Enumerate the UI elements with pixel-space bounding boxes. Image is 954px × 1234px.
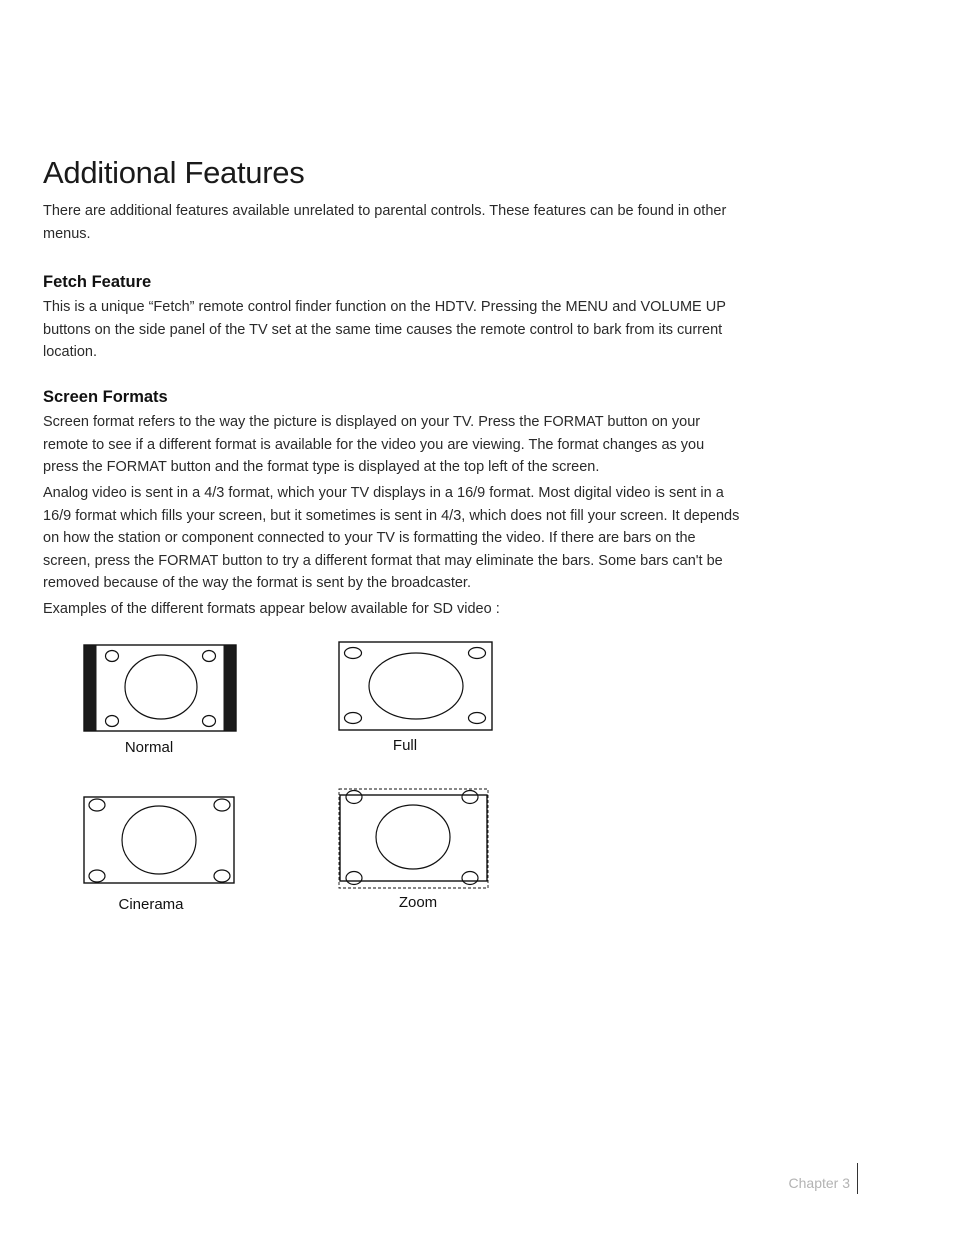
page-title: Additional Features [43,155,305,190]
fetch-feature-paragraph: This is a unique “Fetch” remote control finder function on the HDTV. Pressing the MENU and VOLUME UP buttons on the side panel of the TV set at the same time causes the remote control to bark from its current location. [43,299,726,360]
right-black-bar [224,646,236,731]
screen-formats-heading: Screen Formats [43,388,168,406]
footer-divider [857,1163,858,1194]
format-label-normal: Normal [124,739,174,756]
screen-formats-paragraph-1: Screen format refers to the way the picture is displayed on your TV. Press the FORMAT button on your remote to see if a different format is available for the video you are viewing. The format changes as you press the FORMAT button and the format type is displayed at the top left of the screen. [43,414,705,475]
intro-paragraph: There are additional features available unrelated to parental controls. These features can be found in other menus. [43,203,727,242]
screen-formats-paragraph-2: Analog video is sent in a 4/3 format, which your TV displays in a 16/9 format. Most digital video is sent in a 16/9 format which fills your screen, but it sometimes is sent in 4/3, which does not fill your screen. It depends on how the station or component connected to your TV is formatting the video. If there are bars on the screen, press the FORMAT button to try a different format that may eliminate the bars. Some bars can't be removed because of the way the format is sent by the broadcaster. [43,485,740,591]
format-zoom-diagram [339,789,488,888]
footer-chapter-label: Chapter 3 [788,1175,850,1191]
format-label-zoom: Zoom [398,894,438,911]
fetch-feature-heading: Fetch Feature [43,273,152,291]
left-black-bar [85,646,97,731]
format-full-diagram [339,642,492,730]
format-label-full: Full [392,737,418,754]
examples-intro: Examples of the different formats appear below available for SD video : [43,601,500,617]
format-cinerama-diagram [84,797,234,883]
format-label-cinerama: Cinerama [118,896,184,913]
format-normal-diagram [84,645,236,731]
